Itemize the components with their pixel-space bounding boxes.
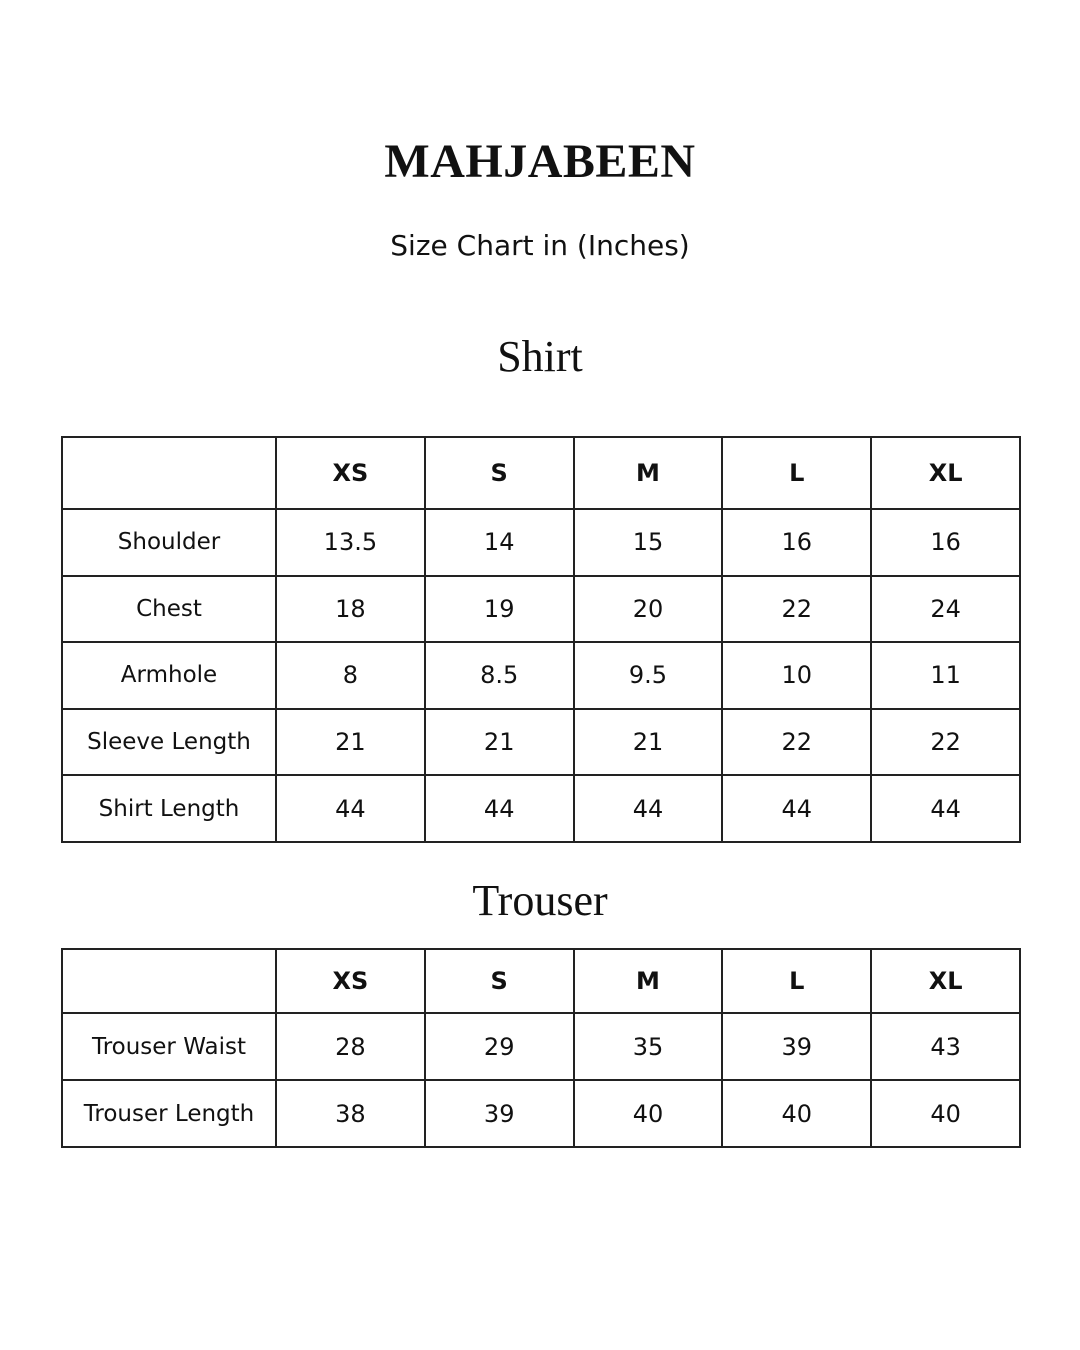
table-cell: 11 [871, 642, 1020, 709]
size-header: XS [276, 949, 425, 1013]
size-header: L [722, 949, 871, 1013]
chart-subtitle: Size Chart in (Inches) [390, 229, 690, 262]
row-label: Shirt Length [62, 775, 276, 842]
size-header: XL [871, 437, 1020, 509]
table-cell: 16 [722, 509, 871, 576]
table-cell: 18 [276, 576, 425, 643]
table-cell: 24 [871, 576, 1020, 643]
table-cell: 21 [425, 709, 574, 776]
shirt-size-table [61, 436, 1021, 843]
size-header: S [425, 437, 574, 509]
size-header: S [425, 949, 574, 1013]
size-header: L [722, 437, 871, 509]
table-cell: 22 [722, 709, 871, 776]
size-header: M [574, 437, 723, 509]
table-cell: 22 [871, 709, 1020, 776]
table-cell: 29 [425, 1013, 574, 1080]
row-label: Armhole [62, 642, 276, 709]
trouser-section-title: Trouser [472, 876, 608, 925]
table-cell: 13.5 [276, 509, 425, 576]
table-cell: 44 [276, 775, 425, 842]
row-label: Sleeve Length [62, 709, 276, 776]
size-header: XS [276, 437, 425, 509]
table-cell: 15 [574, 509, 723, 576]
table-cell: 8.5 [425, 642, 574, 709]
table-header-row [62, 437, 1020, 509]
row-label: Trouser Length [62, 1080, 276, 1147]
table-cell: 28 [276, 1013, 425, 1080]
brand-title: MAHJABEEN [384, 135, 696, 188]
table-cell: 43 [871, 1013, 1020, 1080]
table-cell: 40 [574, 1080, 723, 1147]
table-row [62, 1013, 1020, 1080]
table-row [62, 775, 1020, 842]
table-cell: 10 [722, 642, 871, 709]
header-corner-cell [62, 949, 276, 1013]
shirt-section-title: Shirt [497, 332, 583, 381]
table-cell: 44 [574, 775, 723, 842]
table-cell: 38 [276, 1080, 425, 1147]
table-row [62, 576, 1020, 643]
row-label: Shoulder [62, 509, 276, 576]
table-cell: 39 [425, 1080, 574, 1147]
table-cell: 40 [722, 1080, 871, 1147]
table-cell: 16 [871, 509, 1020, 576]
size-header: M [574, 949, 723, 1013]
table-cell: 20 [574, 576, 723, 643]
table-cell: 21 [574, 709, 723, 776]
table-cell: 19 [425, 576, 574, 643]
trouser-size-table [61, 948, 1021, 1148]
table-cell: 22 [722, 576, 871, 643]
table-cell: 21 [276, 709, 425, 776]
table-cell: 35 [574, 1013, 723, 1080]
table-cell: 39 [722, 1013, 871, 1080]
table-cell: 44 [722, 775, 871, 842]
table-row [62, 642, 1020, 709]
row-label: Chest [62, 576, 276, 643]
row-label: Trouser Waist [62, 1013, 276, 1080]
table-row [62, 1080, 1020, 1147]
table-cell: 40 [871, 1080, 1020, 1147]
table-cell: 9.5 [574, 642, 723, 709]
table-cell: 14 [425, 509, 574, 576]
table-row [62, 709, 1020, 776]
size-header: XL [871, 949, 1020, 1013]
table-header-row [62, 949, 1020, 1013]
table-cell: 44 [871, 775, 1020, 842]
header-corner-cell [62, 437, 276, 509]
table-row [62, 509, 1020, 576]
table-cell: 8 [276, 642, 425, 709]
table-cell: 44 [425, 775, 574, 842]
